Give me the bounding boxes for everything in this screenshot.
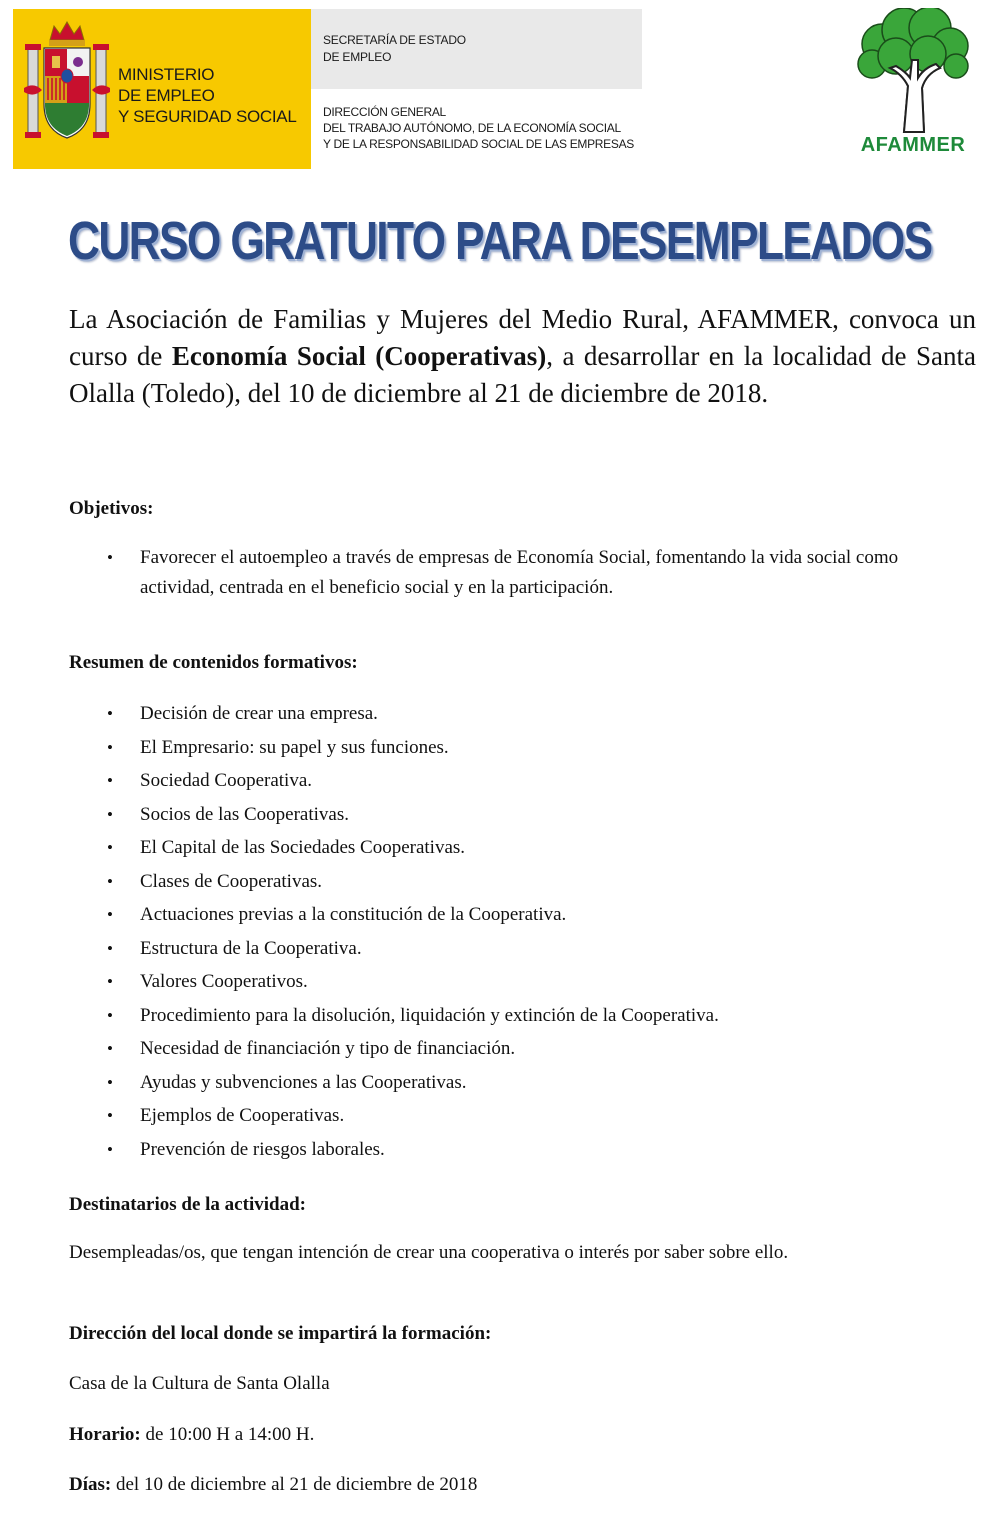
destinatarios-text: Desempleadas/os, que tengan intención de crear una cooperativa o interés por saber sobre ello.	[69, 1242, 789, 1263]
secretaria-line: SECRETARÍA DE ESTADO	[323, 33, 466, 47]
contenidos-item: • Socios de las Cooperativas.	[69, 798, 969, 832]
objetivos-heading: Objetivos:	[69, 498, 154, 519]
intro-text-end: , a desarrollar en la localidad de Santa Olalla (Toledo), del 10 de diciembre al 21 de diciembre de 2018.	[69, 341, 976, 408]
contenidos-item: • Prevención de riesgos laborales.	[69, 1133, 969, 1167]
direccion-text: Casa de la Cultura de Santa Olalla	[69, 1373, 330, 1394]
afammer-logo-text: AFAMMER	[860, 134, 966, 156]
contenidos-item: • Valores Cooperativos.	[69, 965, 969, 999]
contenidos-item: • El Empresario: su papel y sus funciones.	[69, 731, 969, 765]
dias-label: Días:	[69, 1474, 112, 1495]
page-title: CURSO GRATUITO PARA DESEMPLEADOS	[68, 211, 932, 271]
objetivos-list	[69, 543, 969, 603]
direccion-line: DEL TRABAJO AUTÓNOMO, DE LA ECONOMÍA SOCIAL	[323, 121, 621, 135]
intro-paragraph	[69, 301, 976, 412]
ministry-name	[118, 64, 297, 127]
spain-coat-of-arms-icon	[22, 18, 112, 150]
ministry-line: Y SEGURIDAD SOCIAL	[118, 107, 297, 126]
dias-value: del 10 de diciembre al 21 de diciembre de 2018	[111, 1474, 478, 1495]
objetivos-section	[69, 497, 969, 603]
direccion-line: Y DE LA RESPONSABILIDAD SOCIAL DE LAS EMPRESAS	[323, 137, 634, 151]
contenidos-item: • Decisión de crear una empresa.	[69, 697, 969, 731]
contenidos-item: • Estructura de la Cooperativa.	[69, 932, 969, 966]
horario-section	[69, 1422, 969, 1448]
direccion-general	[323, 104, 634, 152]
direccion-line: DIRECCIÓN GENERAL	[323, 105, 446, 119]
destinatarios-heading: Destinatarios de la actividad:	[69, 1194, 306, 1215]
contenidos-item: • Sociedad Cooperativa.	[69, 764, 969, 798]
horario-line	[69, 1422, 969, 1448]
contenidos-item: • Necesidad de financiación y tipo de financiación.	[69, 1032, 969, 1066]
contenidos-section	[69, 651, 969, 1166]
contenidos-item: • Clases de Cooperativas.	[69, 865, 969, 899]
contenidos-item: • Actuaciones previas a la constitución de la Cooperativa.	[69, 898, 969, 932]
afammer-tree-icon	[852, 8, 972, 134]
dias-section	[69, 1472, 969, 1498]
contenidos-item: • Ayudas y subvenciones a las Cooperativas.	[69, 1066, 969, 1100]
ministry-line: DE EMPLEO	[118, 86, 215, 105]
secretaria-line: DE EMPLEO	[323, 50, 392, 64]
contenidos-item: • Ejemplos de Cooperativas.	[69, 1099, 969, 1133]
contenidos-heading: Resumen de contenidos formativos:	[69, 652, 358, 673]
direccion-heading: Dirección del local donde se impartirá la formación:	[69, 1323, 492, 1344]
intro-course-name: Economía Social (Cooperativas)	[171, 341, 547, 371]
contenidos-item: • Procedimiento para la disolución, liquidación y extinción de la Cooperativa.	[69, 999, 969, 1033]
contenidos-item: • El Capital de las Sociedades Cooperativas.	[69, 831, 969, 865]
horario-value: de 10:00 H a 14:00 H.	[140, 1424, 315, 1445]
direccion-section	[69, 1322, 969, 1397]
dias-line	[69, 1472, 969, 1498]
contenidos-list	[69, 697, 969, 1166]
destinatarios-section	[69, 1193, 969, 1266]
objetivos-item: • Favorecer el autoempleo a través de empresas de Economía Social, fomentando la vida social como actividad, centrada en el beneficio social y en la participación.	[69, 543, 969, 603]
ministry-line: MINISTERIO	[118, 65, 215, 84]
secretaria-de-estado	[323, 32, 466, 66]
horario-label: Horario:	[69, 1424, 141, 1445]
intro-text: La Asociación de Familias y Mujeres del Medio Rural, AFAMMER, convoca un curso de	[69, 304, 976, 371]
